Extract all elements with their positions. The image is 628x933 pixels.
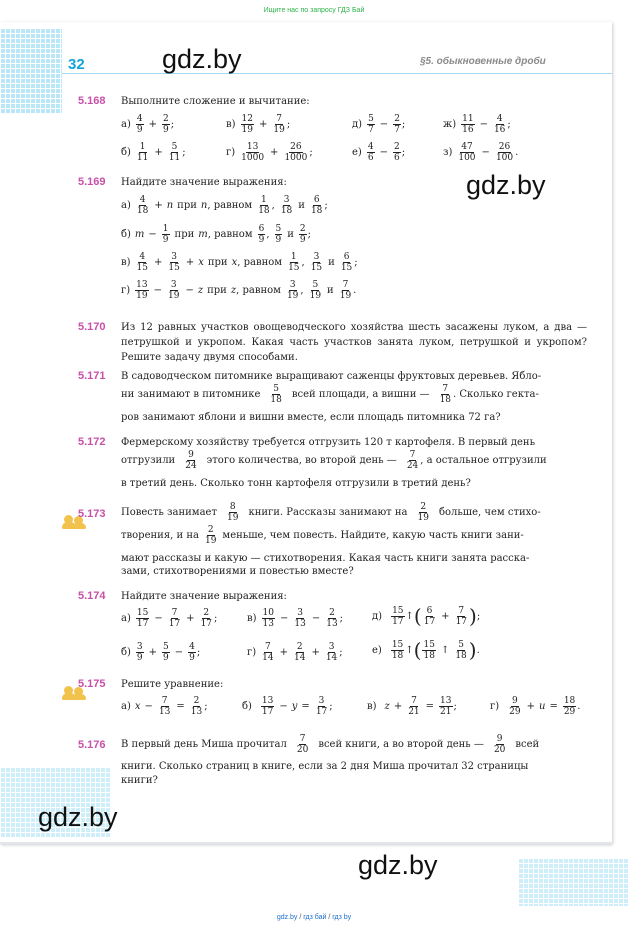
expr-174-g: г) $\frac{7}{14}$ + $\frac{2}{14}$ + $\frac{3}{14}$ ; [247, 642, 343, 663]
exercise-number: 5.172 [78, 436, 106, 448]
expr-168-v: в) $\frac{12}{19}$ + $\frac{7}{19}$ ; [226, 114, 291, 135]
expr-168-zh: ж) $\frac{11}{16}$ − $\frac{4}{16}$ ; [443, 114, 511, 135]
eq-175-a: а) x − $\frac{7}{13}$ = $\frac{2}{13}$ ; [121, 696, 208, 717]
link-separator: / [299, 914, 302, 921]
exercise-text-line: Фермерскому хозяйству требуется отгрузить 120 т картофеля. В первый день [121, 437, 536, 448]
exercise-5-172-line2: отгрузили $\frac{9}{24}$ этого количества, во второй день — $\frac{7}{24}$ , а остальное отгрузили [121, 450, 547, 471]
expr-174-b: б) $\frac{3}{9}$ + $\frac{5}{9}$ − $\frac{4}{9}$ ; [121, 642, 201, 663]
expr-168-g: г) $\frac{13}{1000}$ + $\frac{26}{1000}$ ; [226, 142, 313, 163]
exercise-5-176-line1: В первый день Миша прочитал $\frac{7}{20}$ всей книги, а во второй день — $\frac{9}{20}$ всей [121, 734, 540, 755]
bottom-links [0, 914, 628, 921]
watermark: gdz.by [38, 802, 118, 832]
top-link[interactable]: Ищите нас по запросу ГДЗ Бай [263, 7, 365, 14]
exercise-number: 5.168 [78, 95, 106, 107]
exercise-5-171-line3: ров занимают яблони и вишни вместе, если площадь питомника 72 га? [121, 412, 501, 423]
expr-169-g: г) $\frac{13}{19}$ − $\frac{3}{19}$ − z при z , равном $\frac{3}{19}$ , $\frac{5}{19}$ и $\frac{7}{19}$ . [121, 280, 357, 301]
expr-174-d: д) $\frac{15}{17}$ ↑ ( $\frac{6}{17}$ + $\frac{7}{17}$ ) ; [372, 604, 481, 628]
link-gdz-bai[interactable]: гдз бай [303, 914, 327, 921]
decor-pattern [0, 28, 62, 113]
watermark: gdz.by [466, 170, 546, 200]
eq-175-g: г) $\frac{9}{29}$ + u = $\frac{18}{29}$ . [490, 696, 581, 717]
exercise-5-173-line1: Повесть занимает $\frac{8}{19}$ книги. Рассказы занимают на $\frac{2}{19}$ больше, чем стихо- [121, 502, 541, 523]
exercise-5-173-line4: зами, стихотворениями и повестью вместе? [121, 566, 354, 577]
textbook-page [0, 22, 612, 844]
exercise-title: Найдите значение выражения: [121, 177, 287, 188]
expr-168-d: д) $\frac{5}{7}$ − $\frac{2}{7}$ ; [352, 114, 406, 135]
section-title: §5. обыкновенные дроби [420, 56, 546, 67]
watermark: gdz.by [162, 44, 242, 74]
exercise-number: 5.173 [78, 508, 106, 520]
exercise-5-176-line3: книги? [121, 775, 158, 786]
exercise-title: Решите уравнение: [121, 679, 224, 690]
exercise-number: 5.174 [78, 590, 106, 602]
exercise-text: Из 12 равных участков овощеводческого хозяйства шесть засажены луком, а два — петрушкой и укропом. Какая часть участков занята луком, петрушкой и укропом? Решите задачу двумя способами. [121, 322, 587, 363]
exercise-5-176-line2: книги. Сколько страниц в книге, если за 2 дня Миша прочитал 32 страницы [121, 761, 529, 772]
eq-175-v: в) z + $\frac{7}{21}$ = $\frac{13}{21}$ ; [367, 696, 457, 717]
exercise-5-173-line3: мают рассказы и какую — стихотворения. Какая часть книги занята расска- [121, 553, 530, 564]
link-gdz-by[interactable]: gdz.by [276, 914, 298, 921]
watermark: gdz.by [358, 850, 438, 880]
exercise-number: 5.171 [78, 370, 106, 382]
exercise-text-line: В садоводческом питомнике выращивают саженцы фруктовых деревьев. Ябло- [121, 371, 542, 382]
expr-174-a: а) $\frac{15}{17}$ − $\frac{7}{17}$ + $\frac{2}{17}$ ; [121, 608, 218, 629]
decor-pattern [518, 858, 628, 906]
header-divider [62, 73, 612, 74]
expr-169-v: в) $\frac{4}{15}$ + $\frac{3}{15}$ + x при x , равном $\frac{1}{15}$ , $\frac{3}{15}$ и $\frac{6}{15}$ ; [121, 252, 358, 273]
expr-168-b: б) $\frac{1}{11}$ + $\frac{5}{11}$ ; [121, 142, 186, 163]
exercise-5-172-line3: в третий день. Сколько тонн картофеля отгрузили в третий день? [121, 478, 471, 489]
exercise-number: 5.176 [78, 739, 106, 751]
exercise-number: 5.170 [78, 321, 106, 333]
expr-168-e: е) $\frac{4}{6}$ − $\frac{2}{6}$ ; [352, 142, 406, 163]
expr-169-b: б) m − $\frac{1}{9}$ при m , равном $\frac{6}{9}$ , $\frac{5}{9}$ и $\frac{2}{9}$ ; [121, 224, 312, 245]
exercise-title: Найдите значение выражения: [121, 591, 287, 602]
expr-174-e: е) $\frac{15}{18}$ ↑ ( $\frac{15}{18}$ ↑ $\frac{5}{18}$ ) . [372, 638, 480, 662]
page-number: 32 [68, 56, 85, 73]
link-gdz-by-ru[interactable]: гдз by [332, 914, 352, 921]
exercise-number: 5.169 [78, 176, 106, 188]
expr-168-z: з) $\frac{47}{100}$ − $\frac{26}{100}$ . [443, 142, 519, 163]
exercise-5-173-line2: творения, и на $\frac{2}{19}$ меньше, чем повесть. Найдите, какую часть книги зани- [121, 525, 524, 546]
exercise-5-171-line2: ни занимают в питомнике $\frac{5}{18}$ всей площади, а вишни — $\frac{7}{18}$ . Сколько гекта- [121, 384, 539, 405]
expr-174-v: в) $\frac{10}{13}$ − $\frac{3}{13}$ − $\frac{2}{13}$ ; [247, 608, 344, 629]
eq-175-b: б) $\frac{13}{17}$ − y = $\frac{3}{17}$ ; [242, 696, 333, 717]
exercise-number: 5.175 [78, 678, 106, 690]
expr-168-a: а) $\frac{4}{9}$ + $\frac{2}{9}$ ; [121, 114, 175, 135]
expr-169-a: а) $\frac{4}{18}$ + n при n , равном $\frac{1}{18}$ , $\frac{3}{18}$ и $\frac{6}{18}$ ; [121, 195, 328, 216]
link-separator: / [328, 914, 331, 921]
exercise-title: Выполните сложение и вычитание: [121, 96, 310, 107]
